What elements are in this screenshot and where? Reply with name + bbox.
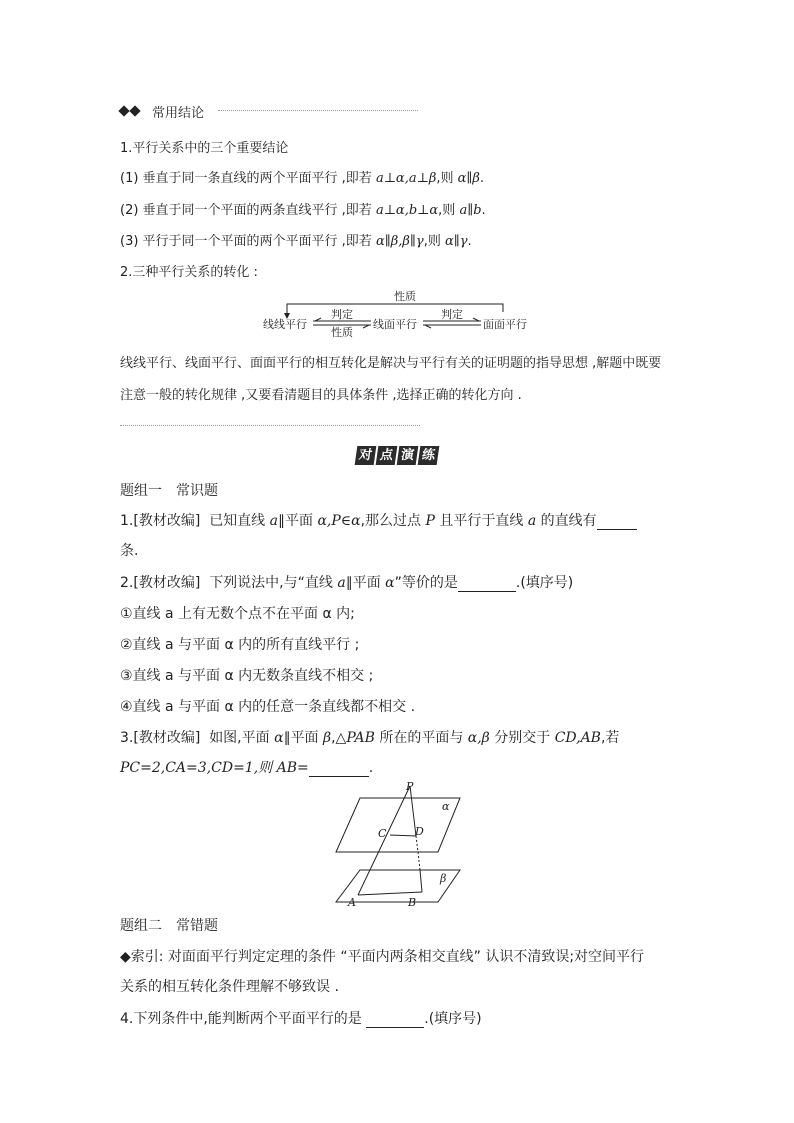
segment-PA <box>358 786 410 895</box>
question-1-tail: 条. <box>120 543 139 559</box>
diagram-node-1: 线线平行 <box>263 318 307 331</box>
answer-blank-4[interactable] <box>366 1013 424 1028</box>
summary-line-1: 线线平行、线面平行、面面平行的相互转化是解决与平行有关的证明题的指导思想 ,解题中既要 <box>120 356 662 371</box>
dotted-divider-2 <box>120 425 420 426</box>
diamond-icon <box>120 104 142 119</box>
badge-char-3: 演 <box>397 446 419 465</box>
group1-title: 题组一 常识题 <box>120 483 218 499</box>
diagram-top-label: 性质 <box>394 290 416 303</box>
label-alpha: α <box>442 800 450 813</box>
hint-line-2: 关系的相互转化条件理解不够致误 . <box>120 979 339 995</box>
badge-char-4: 练 <box>418 446 440 465</box>
label-C: C <box>378 827 387 840</box>
diagram-node-2: 线面平行 <box>373 318 417 331</box>
option-2: ②直线 a 与平面 α 内的所有直线平行 ; <box>120 637 360 653</box>
conclusion-line-3: (3) 平行于同一个平面的两个平面平行 ,即若 α∥β,β∥γ,则 α∥γ. <box>120 234 472 249</box>
question-4: 4.下列条件中,能判断两个平面平行的是 .(填序号) <box>120 1011 482 1027</box>
segment-DB <box>420 870 422 892</box>
conclusion-line-1: (1) 垂直于同一条直线的两个平面平行 ,即若 a⊥α,a⊥β,则 α∥β. <box>120 171 485 186</box>
label-B: B <box>408 896 417 908</box>
answer-blank-2[interactable] <box>458 577 516 592</box>
summary-line-2: 注意一般的转化规律 ,又要看清题目的具体条件 ,选择正确的转化方向 . <box>120 388 522 403</box>
practice-badge <box>356 446 438 465</box>
diagram-node-3: 面面平行 <box>483 318 527 331</box>
diagram-top-arrow <box>287 304 503 314</box>
question-2: 2.[教材改编] 下列说法中,与“直线 a∥平面 α”等价的是 .(填序号) <box>120 575 574 591</box>
hint-line-1: ◆索引: 对面面平行判定定理的条件 “平面内两条相交直线” 认识不清致误;对空间平行 <box>120 949 645 965</box>
dotted-divider <box>218 110 418 111</box>
question-3: 3.[教材改编] 如图,平面 α∥平面 β,△PAB 所在的平面与 α,β 分别交于 CD,AB,若 <box>120 730 620 746</box>
label-P: P <box>406 780 414 793</box>
diagram-judge-1: 判定 <box>331 308 353 321</box>
answer-blank-3[interactable] <box>309 762 369 777</box>
answer-blank-1[interactable] <box>597 515 637 530</box>
badge-char-2: 点 <box>376 446 398 465</box>
segment-AB <box>358 892 422 895</box>
option-3: ③直线 a 与平面 α 内无数条直线不相交 ; <box>120 668 374 684</box>
diagram-judge-2: 判定 <box>441 308 463 321</box>
option-1: ①直线 a 上有无数个点不在平面 α 内; <box>120 606 355 622</box>
badge-char-1: 对 <box>355 446 377 465</box>
question-3-line2: PC=2,CA=3,CD=1,则 AB= . <box>120 760 374 776</box>
parallel-transform-diagram <box>255 288 545 340</box>
conclusion-item1-title: 1.平行关系中的三个重要结论 <box>120 141 289 156</box>
conclusion-item2-title: 2.三种平行关系的转化 : <box>120 265 258 280</box>
parallel-planes-figure <box>330 780 465 908</box>
diagram-prop-1: 性质 <box>331 326 353 339</box>
question-1: 1.[教材改编] 已知直线 a∥平面 α,P∈α,那么过点 P 且平行于直线 a 的直线有 <box>120 510 637 530</box>
section-title: 常用结论 <box>152 106 205 121</box>
label-beta: β <box>440 872 447 885</box>
option-4: ④直线 a 与平面 α 内的任意一条直线都不相交 . <box>120 699 416 715</box>
group2-title: 题组二 常错题 <box>120 918 218 934</box>
label-A: A <box>348 896 356 908</box>
label-D: D <box>415 825 424 838</box>
section-header <box>120 102 204 121</box>
segment-CD <box>390 835 416 836</box>
conclusion-line-2: (2) 垂直于同一个平面的两条直线平行 ,即若 a⊥α,b⊥α,则 a∥b. <box>120 203 486 218</box>
